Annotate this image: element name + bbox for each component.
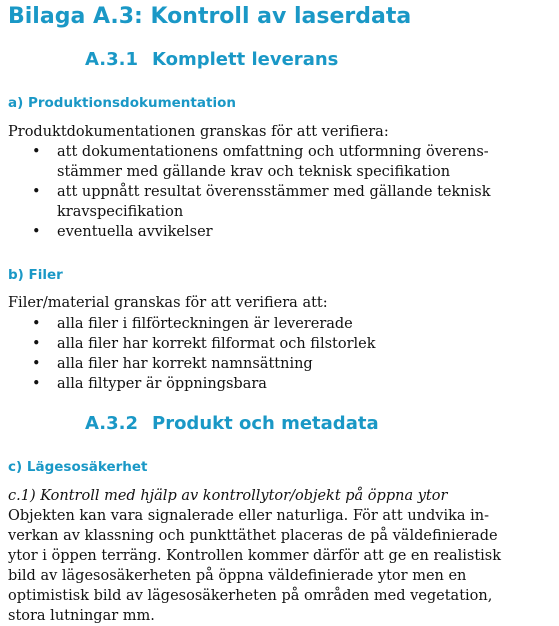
list-item: [0, 354, 376, 374]
section-number: A.3.1: [85, 49, 138, 70]
subsection-heading-b: b) Filer: [8, 267, 63, 283]
subsection-c1-heading: c.1) Kontroll med hjälp av kontrollytor/objekt på öppna ytor: [8, 488, 448, 504]
list-item-line: alla filtyper är öppningsbara: [57, 376, 267, 392]
bullet-icon: •: [32, 356, 41, 372]
bullet-icon: •: [32, 336, 41, 352]
paragraph-line: stora lutningar mm.: [8, 608, 155, 624]
section-heading-a31: [85, 49, 338, 70]
paragraph-line: Objekten kan vara signalerade eller naturliga. För att undvika in-: [8, 508, 490, 524]
list-item: [0, 182, 491, 222]
page-title: Bilaga A.3: Kontroll av laserdata: [8, 4, 412, 29]
bullet-icon: •: [32, 316, 41, 332]
paragraph-line: verkan av klassning och punkttäthet placeras de på väldefinierade: [8, 528, 498, 544]
subsection-heading-c: c) Lägesosäkerhet: [8, 459, 148, 475]
subsection-a-list: [0, 142, 491, 242]
subsection-heading-a: a) Produktionsdokumentation: [8, 95, 236, 111]
list-item-line: stämmer med gällande krav och teknisk specifikation: [57, 164, 451, 180]
bullet-icon: •: [32, 376, 41, 392]
section-title: Produkt och metadata: [152, 413, 379, 434]
subsection-c-paragraph: [8, 506, 501, 626]
paragraph-line: optimistisk bild av lägesosäkerheten på områden med vegetation,: [8, 588, 493, 604]
subsection-a-intro: Produktdokumentationen granskas för att verifiera:: [8, 124, 389, 140]
section-title: Komplett leverans: [152, 49, 339, 70]
paragraph-line: ytor i öppen terräng. Kontrollen kommer därför att ge en realistisk: [8, 548, 502, 564]
section-heading-a32: [85, 413, 379, 434]
bullet-icon: •: [32, 224, 41, 240]
list-item-line: att dokumentationens omfattning och utformning överens-: [57, 144, 489, 160]
list-item: [0, 142, 491, 182]
list-item-line: alla filer har korrekt filformat och filstorlek: [57, 336, 376, 352]
subsection-b-intro: Filer/material granskas för att verifiera att:: [8, 295, 328, 311]
list-item-line: eventuella avvikelser: [57, 224, 213, 240]
subsection-b-list: [0, 314, 376, 394]
list-item-line: att uppnått resultat överensstämmer med gällande teknisk: [57, 184, 491, 200]
section-number: A.3.2: [85, 413, 138, 434]
list-item: [0, 222, 491, 242]
list-item-line: kravspecifikation: [57, 204, 184, 220]
paragraph-line: bild av lägesosäkerheten på öppna väldefinierade ytor men en: [8, 568, 467, 584]
list-item: [0, 314, 376, 334]
list-item: [0, 334, 376, 354]
bullet-icon: •: [32, 144, 41, 160]
list-item-line: alla filer i filförteckningen är levererade: [57, 316, 353, 332]
list-item-line: alla filer har korrekt namnsättning: [57, 356, 313, 372]
bullet-icon: •: [32, 184, 41, 200]
list-item: [0, 374, 376, 394]
